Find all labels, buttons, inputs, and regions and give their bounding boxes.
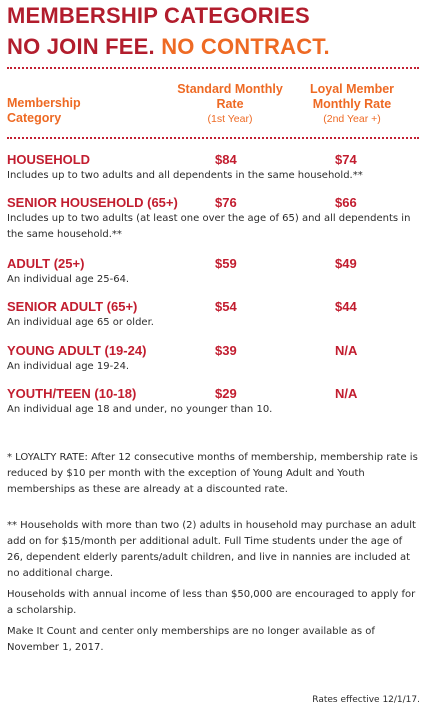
category-name: SENIOR ADULT (65+)	[7, 299, 138, 314]
category-description: Includes up to two adults (at least one over the age of 65) and all dependents in the same household.**	[7, 213, 411, 240]
category-name: HOUSEHOLD	[7, 152, 91, 167]
column-header-standard-label: Standard Monthly Rate	[177, 82, 283, 111]
category-description: An individual age 18 and under, no younger than 10.	[7, 404, 273, 415]
loyal-rate: $74	[335, 152, 357, 167]
loyal-rate: $66	[335, 195, 357, 210]
subtitle-no-join-fee: NO JOIN FEE.	[7, 34, 155, 59]
page-subtitle	[7, 34, 330, 59]
scholarship-note: Households with annual income of less than $50,000 are encouraged to apply for a scholarship.	[7, 589, 416, 616]
dotted-divider-header	[7, 137, 419, 139]
category-description: Includes up to two adults and all dependents in the same household.**	[7, 170, 363, 181]
subtitle-no-contract: NO CONTRACT.	[161, 34, 330, 59]
standard-rate: $76	[215, 195, 237, 210]
standard-rate: $59	[215, 256, 237, 271]
category-description: An individual age 19-24.	[7, 361, 130, 372]
dotted-divider-top	[7, 67, 419, 69]
loyal-rate: $49	[335, 256, 357, 271]
page-title: MEMBERSHIP CATEGORIES	[7, 3, 310, 28]
household-addon-note: ** Households with more than two (2) adults in household may purchase an adult add on for $15/month per additional adult. Full Time students under the age of 26, dependent elderly parents/adult children, and live in nannies are included at no additional charge.	[7, 520, 416, 579]
category-name: YOUTH/TEEN (10-18)	[7, 386, 137, 401]
loyal-rate: N/A	[335, 343, 358, 358]
column-header-loyal-sub: (2nd Year +)	[323, 113, 381, 125]
column-header-loyal	[292, 82, 412, 126]
standard-rate: $39	[215, 343, 237, 358]
standard-rate: $54	[215, 299, 237, 314]
loyal-rate: N/A	[335, 386, 358, 401]
loyalty-rate-note: * LOYALTY RATE: After 12 consecutive months of membership, membership rate is reduced by $10 per month with the exception of Young Adult and Youth memberships as these are already at a discounted rate.	[7, 452, 418, 495]
column-header-standard-sub: (1st Year)	[207, 113, 253, 125]
category-name: SENIOR HOUSEHOLD (65+)	[7, 195, 178, 210]
loyal-rate: $44	[335, 299, 357, 314]
standard-rate: $84	[215, 152, 237, 167]
column-header-category: Membership Category	[7, 96, 81, 125]
category-description: An individual age 25-64.	[7, 274, 130, 285]
category-name: YOUNG ADULT (19-24)	[7, 343, 147, 358]
column-header-standard	[175, 82, 285, 126]
category-description: An individual age 65 or older.	[7, 317, 154, 328]
column-header-loyal-label: Loyal Member Monthly Rate	[309, 82, 395, 111]
discontinued-memberships-note: Make It Count and center only memberships are no longer available as of November 1, 2017.	[7, 626, 375, 653]
category-name: ADULT (25+)	[7, 256, 85, 271]
standard-rate: $29	[215, 386, 237, 401]
rates-effective-date: Rates effective 12/1/17.	[312, 695, 420, 705]
